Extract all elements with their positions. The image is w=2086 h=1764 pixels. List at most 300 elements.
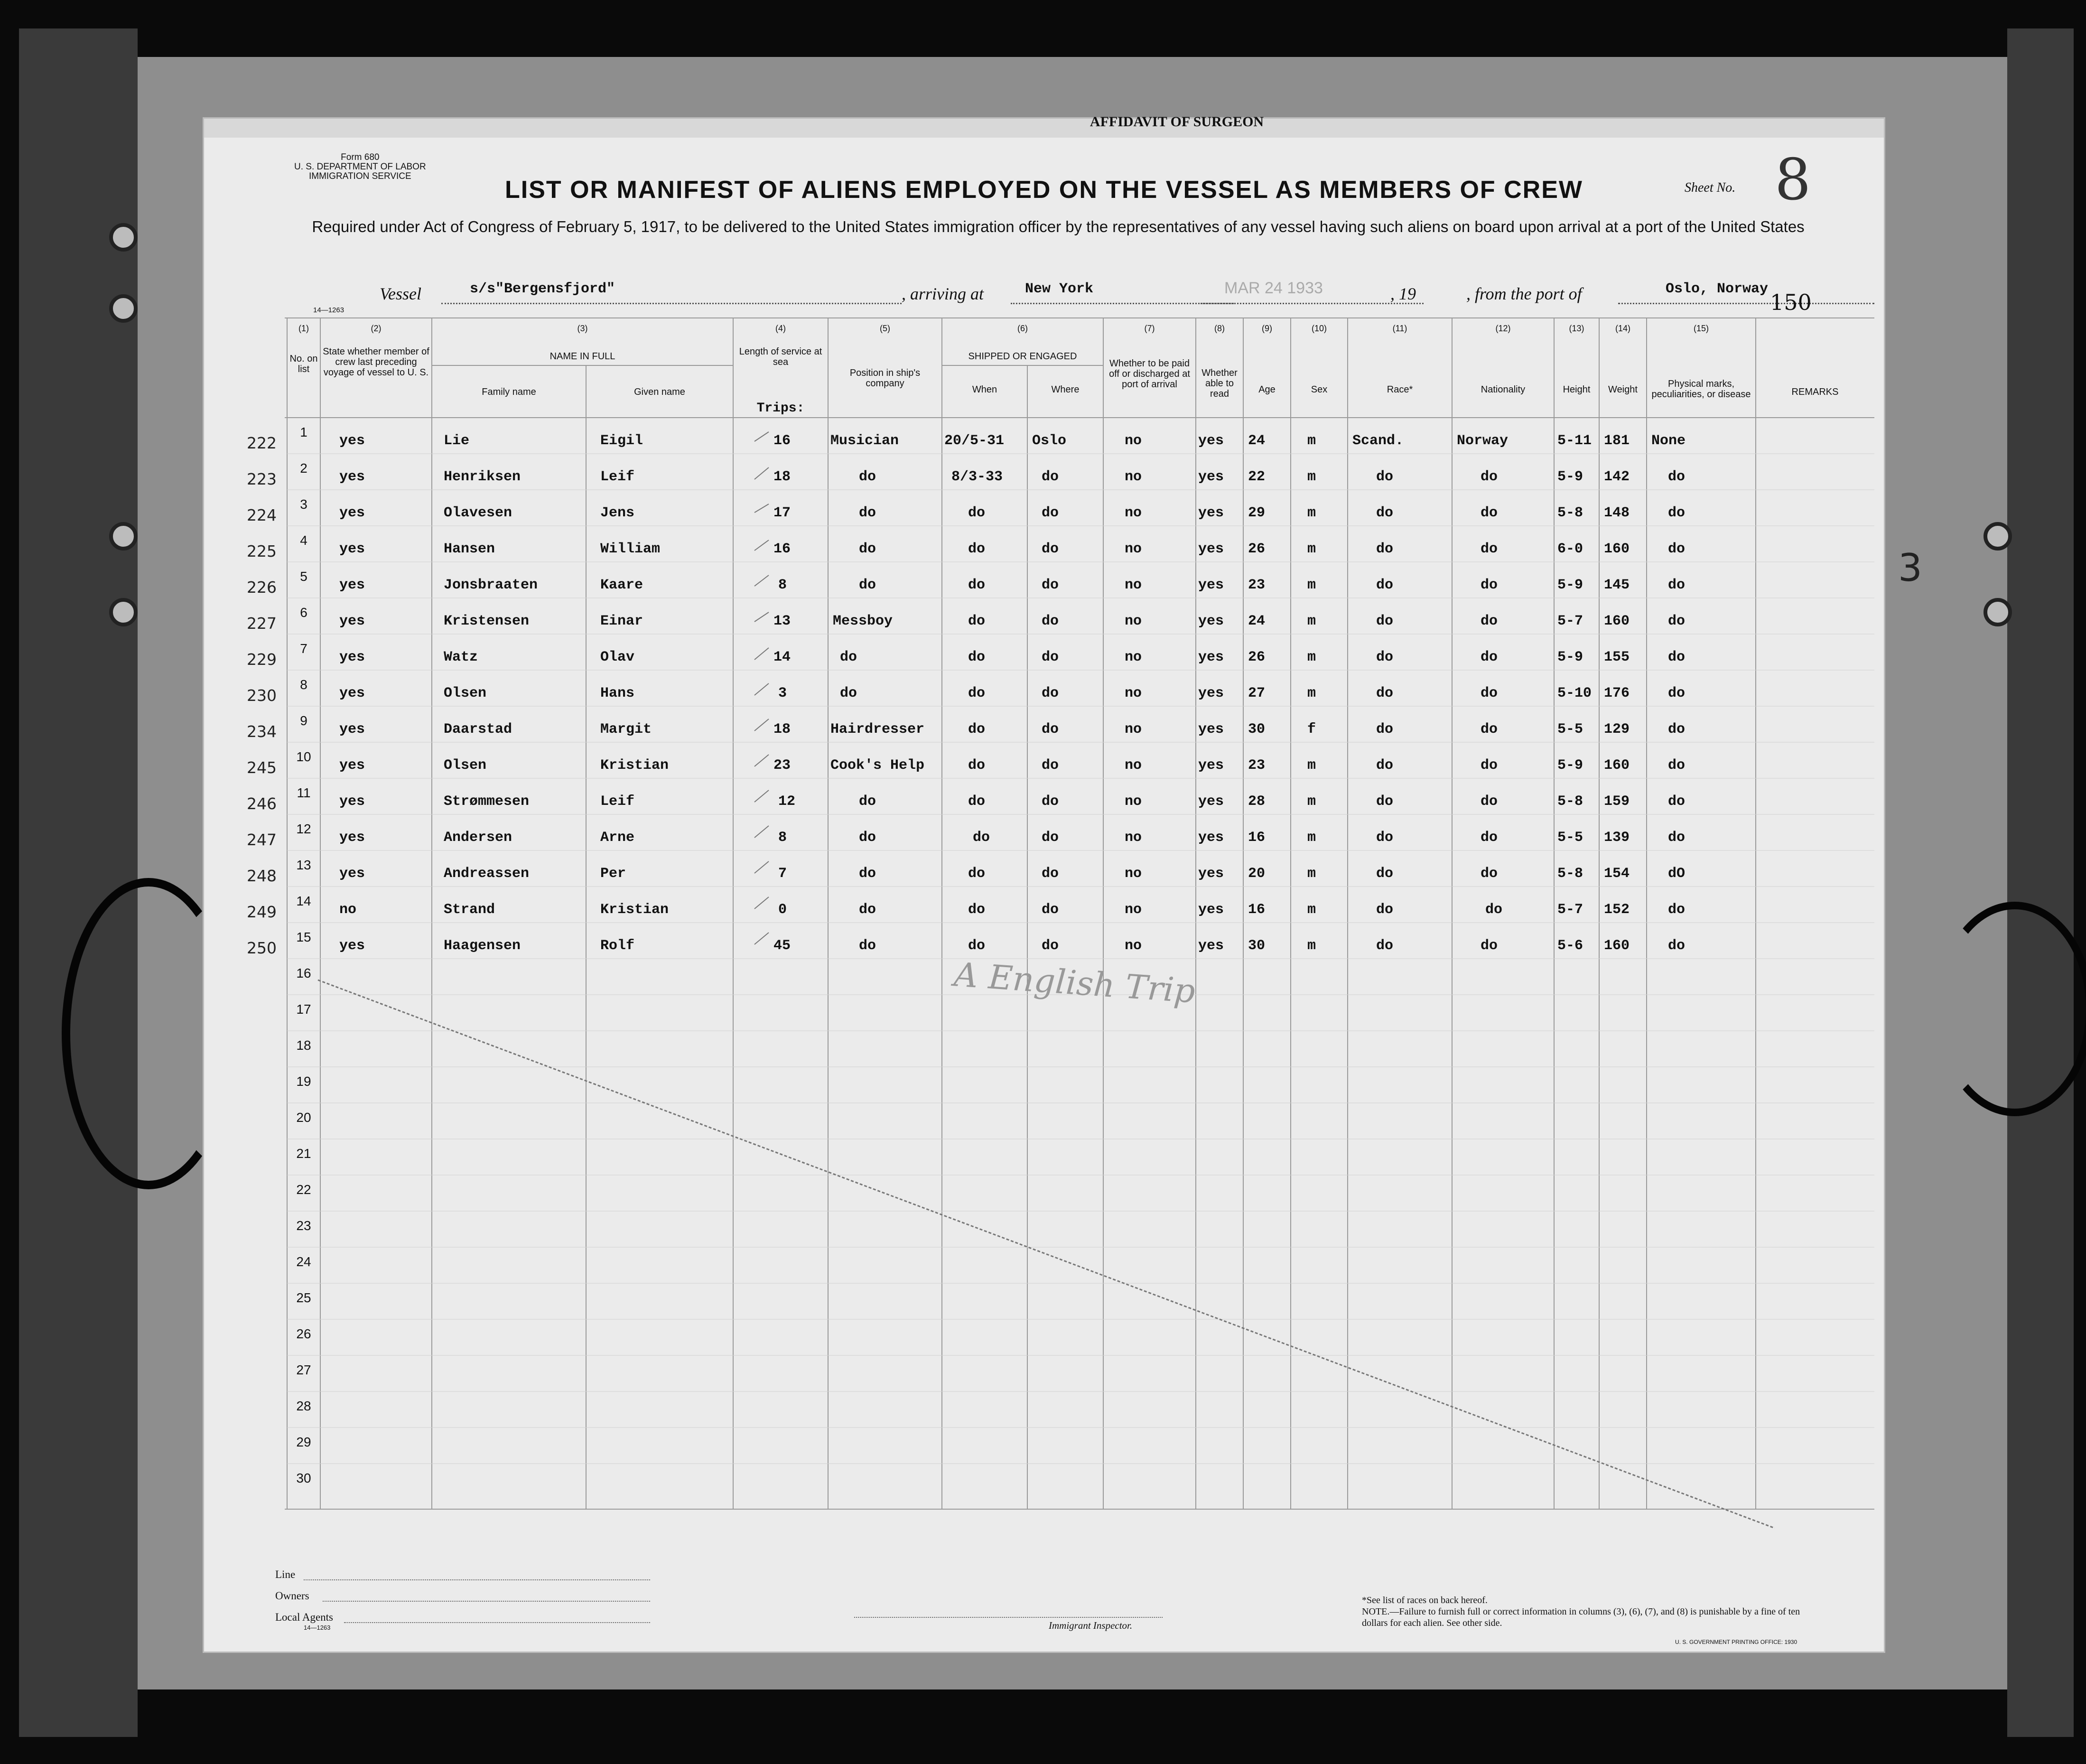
void-line — [318, 980, 1775, 1528]
cell-prev-voyage: yes — [339, 649, 365, 665]
cell-nationality: do — [1481, 757, 1498, 774]
col-number: (10) — [1311, 324, 1327, 333]
cell-sex: m — [1307, 793, 1316, 810]
row-number: 13 — [296, 858, 311, 872]
dotted-line — [344, 1622, 650, 1623]
cell-paid-off: no — [1125, 721, 1142, 737]
cell-nationality: do — [1481, 577, 1498, 593]
cell-physical-marks: do — [1668, 613, 1686, 629]
cell-height: 5-6 — [1557, 938, 1583, 954]
arriving-label: , arriving at — [902, 284, 984, 303]
row-margin-number: 246 — [247, 794, 277, 813]
cell-trips: 18 — [773, 721, 791, 737]
cell-family-name: Strømmesen — [444, 793, 530, 810]
row-margin-number: 245 — [247, 758, 277, 777]
empty-row-number: 21 — [296, 1146, 311, 1161]
cell-weight: 142 — [1604, 469, 1630, 485]
cell-prev-voyage: yes — [339, 830, 365, 846]
cell-paid-off: no — [1125, 433, 1142, 449]
cell-race: do — [1376, 541, 1394, 557]
col-number: (8) — [1214, 324, 1225, 333]
col-weight: Weight — [1608, 384, 1638, 395]
row-number: 9 — [300, 713, 307, 728]
cell-sex: m — [1307, 938, 1316, 954]
cell-physical-marks: dO — [1668, 866, 1686, 882]
col-number: (12) — [1495, 324, 1511, 333]
cell-paid-off: no — [1125, 938, 1142, 954]
binder-ring — [109, 223, 138, 252]
cell-race: do — [1376, 902, 1394, 918]
row-margin-number: 250 — [247, 939, 277, 957]
cell-sex: m — [1307, 577, 1316, 593]
col-remarks: REMARKS — [1791, 387, 1839, 397]
footer-line-label: Line — [275, 1568, 296, 1580]
cell-position: do — [859, 830, 876, 846]
cell-height: 5-7 — [1557, 902, 1583, 918]
col-given-name: Given name — [634, 387, 685, 397]
cell-where: do — [1042, 938, 1059, 954]
port-value: Oslo, Norway — [1666, 281, 1769, 297]
cell-family-name: Hansen — [444, 541, 495, 557]
cell-family-name: Henriksen — [444, 469, 521, 485]
form-number: Form 680 — [341, 152, 380, 162]
cell-when: 8/3-33 — [951, 469, 1003, 485]
row-margin-number: 230 — [247, 686, 277, 705]
cell-paid-off: no — [1125, 685, 1142, 701]
cell-position: do — [840, 649, 857, 665]
cell-physical-marks: do — [1668, 685, 1686, 701]
binder-ring — [109, 522, 138, 551]
cell-family-name: Strand — [444, 902, 495, 918]
cell-weight: 155 — [1604, 649, 1630, 665]
cell-given-name: Kristian — [600, 902, 669, 918]
col-name-in-full: NAME IN FULL — [549, 351, 615, 362]
cell-trips: 12 — [778, 793, 796, 810]
cell-paid-off: no — [1125, 649, 1142, 665]
empty-row-number: 17 — [296, 1002, 311, 1017]
cell-weight: 139 — [1604, 830, 1630, 846]
cell-race: do — [1376, 505, 1394, 521]
vessel-value: s/s"Bergensfjord" — [470, 281, 615, 297]
col-length-service: Length of service at sea — [739, 346, 822, 367]
col-number: (6) — [1017, 324, 1028, 333]
cell-weight: 160 — [1604, 938, 1630, 954]
row-number: 8 — [300, 677, 307, 692]
cell-when: do — [968, 793, 986, 810]
cell-weight: 160 — [1604, 613, 1630, 629]
binder-mount-right — [2007, 28, 2074, 1737]
cell-sex: f — [1307, 721, 1316, 737]
cell-where: do — [1042, 649, 1059, 665]
cell-position: Messboy — [833, 613, 893, 629]
empty-row-number: 20 — [296, 1110, 311, 1125]
cell-physical-marks: do — [1668, 541, 1686, 557]
col-number: (9) — [1262, 324, 1272, 333]
cell-physical-marks: do — [1668, 649, 1686, 665]
empty-row-number: 19 — [296, 1074, 311, 1089]
cell-age: 28 — [1248, 793, 1266, 810]
cell-physical-marks: do — [1668, 757, 1686, 774]
cell-nationality: do — [1481, 793, 1498, 810]
row-number: 11 — [297, 785, 311, 800]
row-margin-number: 247 — [247, 831, 277, 849]
cell-given-name: Hans — [600, 685, 635, 701]
cell-position: do — [859, 541, 876, 557]
empty-row-number: 24 — [296, 1254, 311, 1269]
cell-paid-off: no — [1125, 613, 1142, 629]
cell-where: do — [1042, 613, 1059, 629]
cell-race: do — [1376, 793, 1394, 810]
cell-weight: 160 — [1604, 757, 1630, 774]
footer-form-ref: 14—1263 — [304, 1624, 331, 1631]
affidavit-label: AFFIDAVIT OF SURGEON — [1090, 114, 1264, 130]
cell-where: do — [1042, 577, 1059, 593]
cell-age: 30 — [1248, 938, 1266, 954]
cell-paid-off: no — [1125, 866, 1142, 882]
row-number: 2 — [300, 461, 307, 476]
empty-row-number: 29 — [296, 1435, 311, 1449]
cell-able-read: yes — [1198, 469, 1224, 485]
cell-given-name: Per — [600, 866, 626, 882]
cell-paid-off: no — [1125, 757, 1142, 774]
row-margin-number: 248 — [247, 867, 277, 885]
col-number: (13) — [1569, 324, 1584, 333]
cell-position: Musician — [830, 433, 899, 449]
col-number: (4) — [775, 324, 786, 333]
empty-row-number: 18 — [296, 1038, 311, 1053]
cell-weight: 148 — [1604, 505, 1630, 521]
cell-family-name: Andersen — [444, 830, 512, 846]
cell-age: 22 — [1248, 469, 1266, 485]
cell-trips: 7 — [778, 866, 787, 882]
cell-physical-marks: do — [1668, 577, 1686, 593]
cell-prev-voyage: no — [339, 902, 357, 918]
cell-sex: m — [1307, 613, 1316, 629]
cell-nationality: do — [1481, 649, 1498, 665]
cell-prev-voyage: yes — [339, 685, 365, 701]
cell-prev-voyage: yes — [339, 866, 365, 882]
cell-prev-voyage: yes — [339, 613, 365, 629]
cell-race: do — [1376, 577, 1394, 593]
cell-nationality: do — [1481, 938, 1498, 954]
cell-able-read: yes — [1198, 505, 1224, 521]
cell-when: do — [968, 685, 986, 701]
cell-nationality: do — [1481, 613, 1498, 629]
empty-row-number: 22 — [296, 1182, 311, 1197]
empty-row-number: 16 — [296, 966, 311, 980]
empty-row-number: 26 — [296, 1326, 311, 1341]
footer-note — [1362, 1595, 1827, 1629]
cell-trips: 8 — [778, 830, 787, 846]
cell-height: 5-5 — [1557, 830, 1583, 846]
cell-able-read: yes — [1198, 830, 1224, 846]
cell-physical-marks: do — [1668, 469, 1686, 485]
cell-age: 30 — [1248, 721, 1266, 737]
cell-nationality: do — [1481, 866, 1498, 882]
col-trips: Trips: — [756, 401, 805, 416]
col-nationality: Nationality — [1481, 384, 1526, 395]
cell-weight: 129 — [1604, 721, 1630, 737]
cell-weight: 154 — [1604, 866, 1630, 882]
row-number: 12 — [296, 821, 311, 836]
footer-inspector: Immigrant Inspector. — [1049, 1620, 1133, 1631]
cell-able-read: yes — [1198, 433, 1224, 449]
margin-mark: 3 — [1898, 546, 1922, 590]
cell-family-name: Haagensen — [444, 938, 521, 954]
cell-weight: 159 — [1604, 793, 1630, 810]
empty-row-number: 27 — [296, 1363, 311, 1377]
cell-trips: 17 — [773, 505, 791, 521]
cell-sex: m — [1307, 469, 1316, 485]
cell-where: do — [1042, 757, 1059, 774]
department: U. S. DEPARTMENT OF LABOR — [294, 162, 426, 172]
cell-race: do — [1376, 757, 1394, 774]
cell-where: do — [1042, 685, 1059, 701]
cell-paid-off: no — [1125, 505, 1142, 521]
col-able-read: Whether able to read — [1201, 368, 1238, 399]
col-height: Height — [1563, 384, 1591, 395]
row-number: 3 — [300, 497, 307, 512]
cell-when: do — [968, 902, 986, 918]
cell-weight: 145 — [1604, 577, 1630, 593]
cell-weight: 176 — [1604, 685, 1630, 701]
cell-race: do — [1376, 613, 1394, 629]
row-number: 10 — [296, 749, 311, 764]
dotted-line — [304, 1579, 650, 1580]
cell-position: do — [859, 577, 876, 593]
cell-able-read: yes — [1198, 866, 1224, 882]
cell-sex: m — [1307, 757, 1316, 774]
empty-row-number: 28 — [296, 1399, 311, 1413]
cell-where: do — [1042, 830, 1059, 846]
cell-family-name: Olsen — [444, 757, 487, 774]
col-number: (11) — [1392, 324, 1407, 333]
binder-ring — [1984, 522, 2012, 551]
cell-able-read: yes — [1198, 649, 1224, 665]
col-no-on-list: No. on list — [289, 354, 318, 374]
cell-given-name: Jens — [600, 505, 635, 521]
cell-family-name: Watz — [444, 649, 478, 665]
date-stamp: MAR 24 1933 — [1224, 279, 1323, 297]
cell-height: 5-10 — [1557, 685, 1592, 701]
row-margin-number: 223 — [247, 470, 277, 488]
printer-imprint: U. S. GOVERNMENT PRINTING OFFICE: 1930 — [1675, 1639, 1797, 1645]
page-subtitle: Required under Act of Congress of February 5, 1917, to be delivered to the United States immigration officer by the representatives of any vessel having such aliens on board upon arrival at a port of the United States — [312, 218, 1805, 235]
cell-trips: 13 — [773, 613, 791, 629]
row-margin-number: 227 — [247, 614, 277, 633]
cell-when: do — [968, 721, 986, 737]
row-margin-number: 225 — [247, 542, 277, 560]
cell-height: 6-0 — [1557, 541, 1583, 557]
cell-where: do — [1042, 866, 1059, 882]
cell-family-name: Jonsbraaten — [444, 577, 538, 593]
cell-family-name: Lie — [444, 433, 470, 449]
cell-height: 5-9 — [1557, 577, 1583, 593]
manifest-grid — [204, 119, 1884, 1652]
cell-height: 5-8 — [1557, 793, 1583, 810]
cell-trips: 16 — [773, 433, 791, 449]
cell-nationality: do — [1481, 685, 1498, 701]
cell-where: Oslo — [1032, 433, 1067, 449]
empty-row-number: 25 — [296, 1290, 311, 1305]
footer-local-agents-label: Local Agents — [275, 1611, 333, 1623]
cell-nationality: do — [1481, 541, 1498, 557]
cell-sex: m — [1307, 830, 1316, 846]
cell-when: do — [968, 613, 986, 629]
page-title: LIST OR MANIFEST OF ALIENS EMPLOYED ON THE VESSEL AS MEMBERS OF CREW — [505, 176, 1583, 204]
cell-when: do — [968, 649, 986, 665]
cell-nationality: do — [1481, 721, 1498, 737]
row-number: 4 — [300, 533, 307, 548]
cell-race: do — [1376, 721, 1394, 737]
cell-weight: 152 — [1604, 902, 1630, 918]
row-margin-number: 249 — [247, 903, 277, 921]
dotted-line — [323, 1601, 650, 1602]
col-family-name: Family name — [482, 387, 536, 397]
cell-when: do — [973, 830, 990, 846]
row-number: 5 — [300, 569, 307, 584]
cell-family-name: Daarstad — [444, 721, 512, 737]
cell-physical-marks: do — [1668, 721, 1686, 737]
cell-where: do — [1042, 469, 1059, 485]
cell-given-name: Margit — [600, 721, 652, 737]
row-number: 15 — [296, 930, 311, 944]
cell-given-name: Leif — [600, 793, 635, 810]
cell-given-name: William — [600, 541, 661, 557]
cell-physical-marks: do — [1668, 938, 1686, 954]
cell-where: do — [1042, 793, 1059, 810]
cell-physical-marks: do — [1668, 830, 1686, 846]
footer-note-penalty: NOTE.—Failure to furnish full or correct information in columns (3), (6), (7), and (8) is punishable by a fine of ten dollars for each alien. See other side. — [1362, 1606, 1800, 1628]
cell-position: do — [859, 793, 876, 810]
cell-nationality: Norway — [1457, 433, 1509, 449]
cell-prev-voyage: yes — [339, 433, 365, 449]
binder-ring — [1984, 598, 2012, 626]
cell-paid-off: no — [1125, 541, 1142, 557]
binder-ring — [109, 598, 138, 626]
cell-trips: 45 — [773, 938, 791, 954]
row-margin-number: 222 — [247, 434, 277, 452]
cell-position: Cook's Help — [830, 757, 925, 774]
col-physical: Physical marks, peculiarities, or disease — [1651, 379, 1751, 400]
cell-age: 16 — [1248, 830, 1266, 846]
cell-prev-voyage: yes — [339, 938, 365, 954]
cell-trips: 3 — [778, 685, 787, 701]
sheet-number-value: 8 — [1775, 147, 1811, 213]
cell-given-name: Eigil — [600, 433, 643, 449]
col-number: (15) — [1693, 324, 1709, 333]
year-label: , 19 — [1390, 284, 1416, 303]
page-number: 150 — [1770, 289, 1812, 315]
cell-where: do — [1042, 902, 1059, 918]
cell-where: do — [1042, 541, 1059, 557]
cell-paid-off: no — [1125, 577, 1142, 593]
row-margin-number: 224 — [247, 506, 277, 524]
cell-nationality: do — [1481, 505, 1498, 521]
cell-able-read: yes — [1198, 541, 1224, 557]
cell-race: do — [1376, 649, 1394, 665]
row-number: 6 — [300, 605, 307, 620]
cell-family-name: Kristensen — [444, 613, 530, 629]
binding-ribbon — [1936, 902, 2086, 1116]
cell-sex: m — [1307, 505, 1316, 521]
cell-position: do — [859, 902, 876, 918]
binder-ring — [109, 294, 138, 323]
col-number: (14) — [1615, 324, 1630, 333]
cell-when: do — [968, 757, 986, 774]
cell-age: 24 — [1248, 433, 1266, 449]
cell-race: do — [1376, 469, 1394, 485]
cell-race: do — [1376, 866, 1394, 882]
service: IMMIGRATION SERVICE — [308, 171, 411, 181]
arriving-value: New York — [1025, 281, 1094, 297]
cell-when: 20/5-31 — [944, 433, 1005, 449]
cell-height: 5-9 — [1557, 757, 1583, 774]
cell-race: do — [1376, 685, 1394, 701]
cell-sex: m — [1307, 433, 1316, 449]
cell-able-read: yes — [1198, 793, 1224, 810]
cell-height: 5-11 — [1557, 433, 1592, 449]
col-number: (7) — [1144, 324, 1155, 333]
cell-weight: 160 — [1604, 541, 1630, 557]
cell-prev-voyage: yes — [339, 577, 365, 593]
col-shipped: SHIPPED OR ENGAGED — [968, 351, 1077, 362]
cell-nationality: do — [1481, 830, 1498, 846]
empty-row-number: 30 — [296, 1471, 311, 1485]
col-when: When — [972, 384, 997, 395]
cell-family-name: Olsen — [444, 685, 487, 701]
cell-paid-off: no — [1125, 793, 1142, 810]
col-race: Race* — [1387, 384, 1413, 395]
cell-sex: m — [1307, 902, 1316, 918]
cell-height: 5-9 — [1557, 649, 1583, 665]
footer-note-races: *See list of races on back hereof. — [1362, 1595, 1488, 1605]
cell-prev-voyage: yes — [339, 469, 365, 485]
cell-trips: 14 — [773, 649, 791, 665]
cell-position: do — [859, 866, 876, 882]
cell-age: 27 — [1248, 685, 1266, 701]
cell-prev-voyage: yes — [339, 721, 365, 737]
cell-family-name: Andreassen — [444, 866, 530, 882]
form-reference: 14—1263 — [313, 306, 345, 314]
cell-physical-marks: do — [1668, 902, 1686, 918]
cell-able-read: yes — [1198, 757, 1224, 774]
row-number: 1 — [300, 425, 307, 439]
cell-prev-voyage: yes — [339, 541, 365, 557]
cell-height: 5-8 — [1557, 505, 1583, 521]
cell-able-read: yes — [1198, 938, 1224, 954]
col-number: (1) — [298, 324, 309, 333]
cell-race: do — [1376, 830, 1394, 846]
cell-sex: m — [1307, 685, 1316, 701]
empty-row-number: 23 — [296, 1218, 311, 1233]
cell-age: 26 — [1248, 649, 1266, 665]
cell-given-name: Arne — [600, 830, 635, 846]
vessel-label: Vessel — [380, 284, 421, 303]
col-where: Where — [1051, 384, 1080, 395]
cell-paid-off: no — [1125, 830, 1142, 846]
cell-given-name: Kristian — [600, 757, 669, 774]
cell-given-name: Kaare — [600, 577, 643, 593]
cell-height: 5-8 — [1557, 866, 1583, 882]
cell-nationality: do — [1481, 469, 1498, 485]
row-margin-number: 226 — [247, 578, 277, 597]
cell-position: do — [859, 469, 876, 485]
cell-physical-marks: do — [1668, 505, 1686, 521]
cell-trips: 16 — [773, 541, 791, 557]
col-state-whether: State whether member of crew last preceding voyage of vessel to U. S. — [323, 346, 429, 378]
cell-given-name: Leif — [600, 469, 635, 485]
